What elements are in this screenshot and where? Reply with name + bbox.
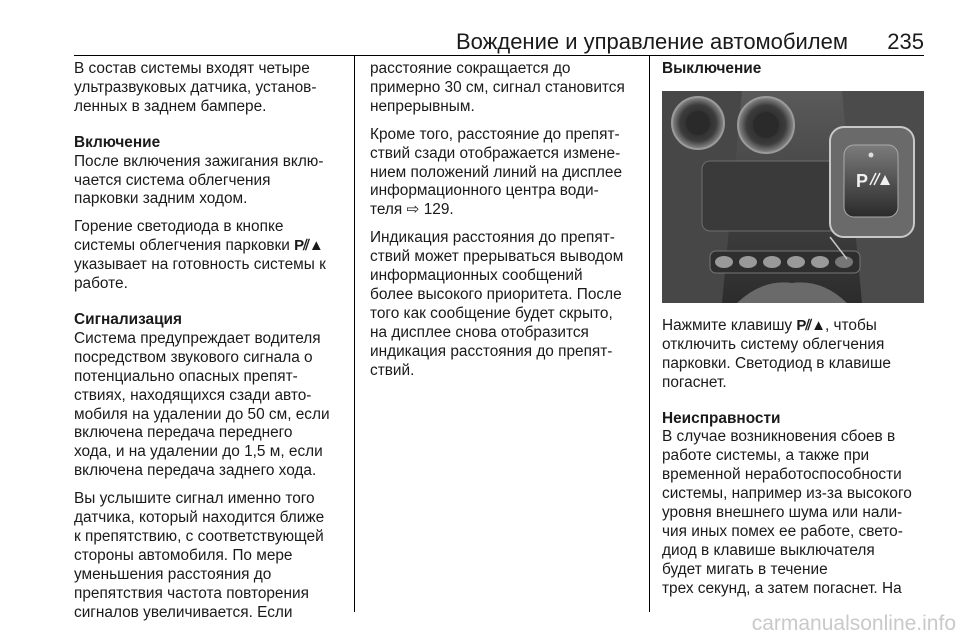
heading-enable: Включение [74, 133, 161, 151]
column-divider-2 [649, 56, 650, 612]
press-paragraph: Нажмите клавишу P⫽▲, чтобы отключить систему облегчения парковки. Светодиод в клавише погаснет. [662, 316, 891, 391]
intro-paragraph: В состав системы входят четыре ультразвуковых датчика, установ- ленных в заднем бампере. [74, 60, 317, 115]
dashboard-illustration [662, 91, 924, 303]
heading-signaling: Сигнализация [74, 310, 182, 328]
chapter-title: Вождение и управление автомобилем [455, 29, 848, 54]
watermark: carmanualsonline.info [751, 612, 956, 635]
page-ref-icon: ⇨ [406, 201, 420, 219]
signaling-paragraph: Система предупреждает водителя посредством звукового сигнала о потенциально опасных препят- ствиях, находящихся сзади авто- мобиля на удалении до 50 см, если включена передача переднего хода, и на удалении до 1,5 м, если включена передача заднего хода. [74, 329, 330, 480]
button-p-label: P [856, 170, 869, 191]
park-assist-icon: P⫽▲ [796, 316, 825, 334]
column-divider-1 [354, 56, 355, 612]
enable-paragraph: После включения зажигания вклю- чается система облегчения парковки задним ходом. [74, 152, 324, 208]
page-ref-link[interactable]: 129. [423, 201, 454, 219]
header-rule [74, 55, 924, 56]
display-paragraph: Кроме того, расстояние до препят- ствий сзади отображается измене- нием положений линий на дисплее информационного центра води- теля ⇨ 129. [370, 125, 623, 219]
page-number: 235 [887, 29, 924, 54]
park-assist-icon: P⫽▲ [294, 237, 323, 255]
faults-paragraph: В случае возникновения сбоев в работе системы, а также при временной неработоспособности системы, например из-за высокого уровня внешнего шума или нали- чия иных помех ее работе, свето- диод в клавише выключателя будет мигать в течение трех секунд, а затем погаснет. На [662, 428, 912, 597]
heading-disable: Выключение [662, 60, 762, 77]
column-1 [74, 60, 346, 631]
dashboard-figure [662, 91, 924, 303]
priority-paragraph: Индикация расстояния до препят- ствий может прерываться выводом информационных сообщений более высокого приоритета. После того как сообщение будет скрыто, на дисплее снова отобразится индикация расстояния до препят- ствий. [370, 229, 624, 379]
sensor-paragraph: Вы услышите сигнал именно того датчика, который находится ближе к препятствию, с соответствующей стороны автомобиля. По мере уменьшения расстояния до препятствия частота повторения сигналов увеличивается. Если [74, 490, 325, 621]
heading-faults: Неисправности [662, 409, 781, 427]
continuous-paragraph: расстояние сокращается до примерно 30 см, сигнал становится непрерывным. [370, 60, 625, 115]
column-3 [662, 60, 924, 608]
column-2 [370, 60, 638, 390]
page-header [0, 0, 960, 56]
led-paragraph: Горение светодиода в кнопке системы облегчения парковки P⫽▲ указывает на готовность системы к работе. [74, 218, 326, 293]
